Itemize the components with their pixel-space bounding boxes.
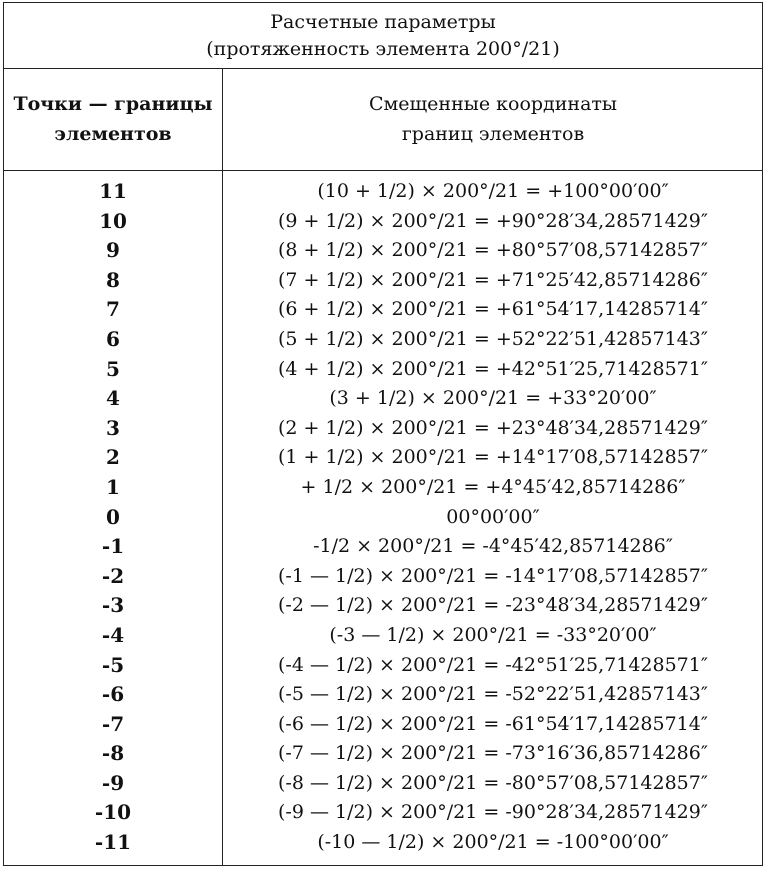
coordinate-cell: (3 + 1/2) × 200°/21 = +33°20′00″ [329,387,657,410]
table-title [4,3,762,69]
coordinate-cell: (-10 — 1/2) × 200°/21 = -100°00′00″ [317,831,669,854]
point-cell: -2 [101,563,125,588]
table-title-line1: Расчетные параметры [270,11,496,33]
coordinate-cell: (-3 — 1/2) × 200°/21 = -33°20′00″ [329,623,657,646]
coordinate-cell: (-5 — 1/2) × 200°/21 = -52°22′51,42857143″ [278,683,708,706]
table-row [4,207,762,237]
table-title-line2: (протяженность элемента 200°/21) [206,38,560,60]
header-points [4,69,222,169]
table-row [4,769,762,799]
point-cell: 5 [106,356,120,381]
point-cell: -3 [101,593,125,618]
header-coordinates-line2: границ элементов [401,123,585,145]
table-row [4,325,762,355]
coordinate-cell: (1 + 1/2) × 200°/21 = +14°17′08,57142857″ [278,446,708,469]
table-row [4,177,762,207]
point-cell: -8 [101,741,125,766]
point-cell: 8 [106,267,120,292]
point-cell: 1 [106,474,120,499]
coordinate-cell: (-7 — 1/2) × 200°/21 = -73°16′36,85714286″ [278,742,708,765]
table-row [4,798,762,828]
table-row [4,739,762,769]
coordinate-cell: (9 + 1/2) × 200°/21 = +90°28′34,28571429″ [278,209,708,232]
point-cell: -10 [94,800,132,825]
coordinate-cell: (-9 — 1/2) × 200°/21 = -90°28′34,28571429″ [278,801,708,824]
point-cell: 3 [106,415,120,440]
table-row [4,355,762,385]
point-cell: -9 [101,770,125,795]
coordinate-cell: (10 + 1/2) × 200°/21 = +100°00′00″ [317,180,669,202]
coordinate-cell: (5 + 1/2) × 200°/21 = +52°22′51,42857143″ [278,327,708,350]
point-cell: 4 [106,386,120,411]
coordinate-cell: + 1/2 × 200°/21 = +4°45′42,85714286″ [300,475,686,498]
point-cell: -1 [101,534,125,559]
table-row [4,562,762,592]
coordinate-cell: (6 + 1/2) × 200°/21 = +61°54′17,14285714″ [278,298,708,321]
table-row [4,503,762,533]
table-row [4,443,762,473]
header-points-line2: элементов [54,123,172,145]
point-cell: 0 [106,504,120,529]
point-cell: 6 [106,326,120,351]
coordinate-cell: (-2 — 1/2) × 200°/21 = -23°48′34,28571429″ [278,594,708,617]
coordinate-cell: (4 + 1/2) × 200°/21 = +42°51′25,71428571″ [278,357,708,380]
point-cell: 10 [99,208,127,233]
point-cell: -6 [101,682,125,707]
table-row [4,710,762,740]
point-cell: -4 [101,622,125,647]
point-cell: -7 [101,711,125,736]
table-row [4,414,762,444]
point-cell: 2 [106,445,120,470]
point-cell: 11 [99,179,127,203]
coordinate-cell: (-6 — 1/2) × 200°/21 = -61°54′17,14285714″ [278,712,708,735]
table-row [4,651,762,681]
coordinate-cell: (8 + 1/2) × 200°/21 = +80°57′08,57142857″ [278,239,708,262]
coordinate-cell: (-4 — 1/2) × 200°/21 = -42°51′25,71428571″ [278,653,708,676]
parameters-table [3,2,763,866]
point-cell: 9 [106,238,120,263]
table-row [4,295,762,325]
table-row [4,236,762,266]
table-header [4,69,762,171]
point-cell: 7 [106,297,120,322]
header-coordinates-line1: Смещенные координаты [368,93,618,115]
coordinate-cell: (2 + 1/2) × 200°/21 = +23°48′34,28571429″ [278,416,708,439]
coordinate-cell: (7 + 1/2) × 200°/21 = +71°25′42,85714286″ [278,268,708,291]
table-row [4,828,762,858]
header-points-line1: Точки — границы [13,93,213,115]
header-coordinates [224,69,762,169]
table-row [4,591,762,621]
table-row [4,384,762,414]
table-row [4,621,762,651]
table-row [4,680,762,710]
coordinate-cell: 00°00′00″ [446,505,540,528]
coordinate-cell: (-8 — 1/2) × 200°/21 = -80°57′08,57142857″ [278,771,708,794]
point-cell: -5 [101,652,125,677]
table-body [4,177,762,858]
coordinate-cell: (-1 — 1/2) × 200°/21 = -14°17′08,57142857″ [278,564,708,587]
table-row [4,266,762,296]
coordinate-cell: -1/2 × 200°/21 = -4°45′42,85714286″ [313,535,673,558]
point-cell: -11 [94,830,132,855]
table-row [4,473,762,503]
table-row [4,532,762,562]
